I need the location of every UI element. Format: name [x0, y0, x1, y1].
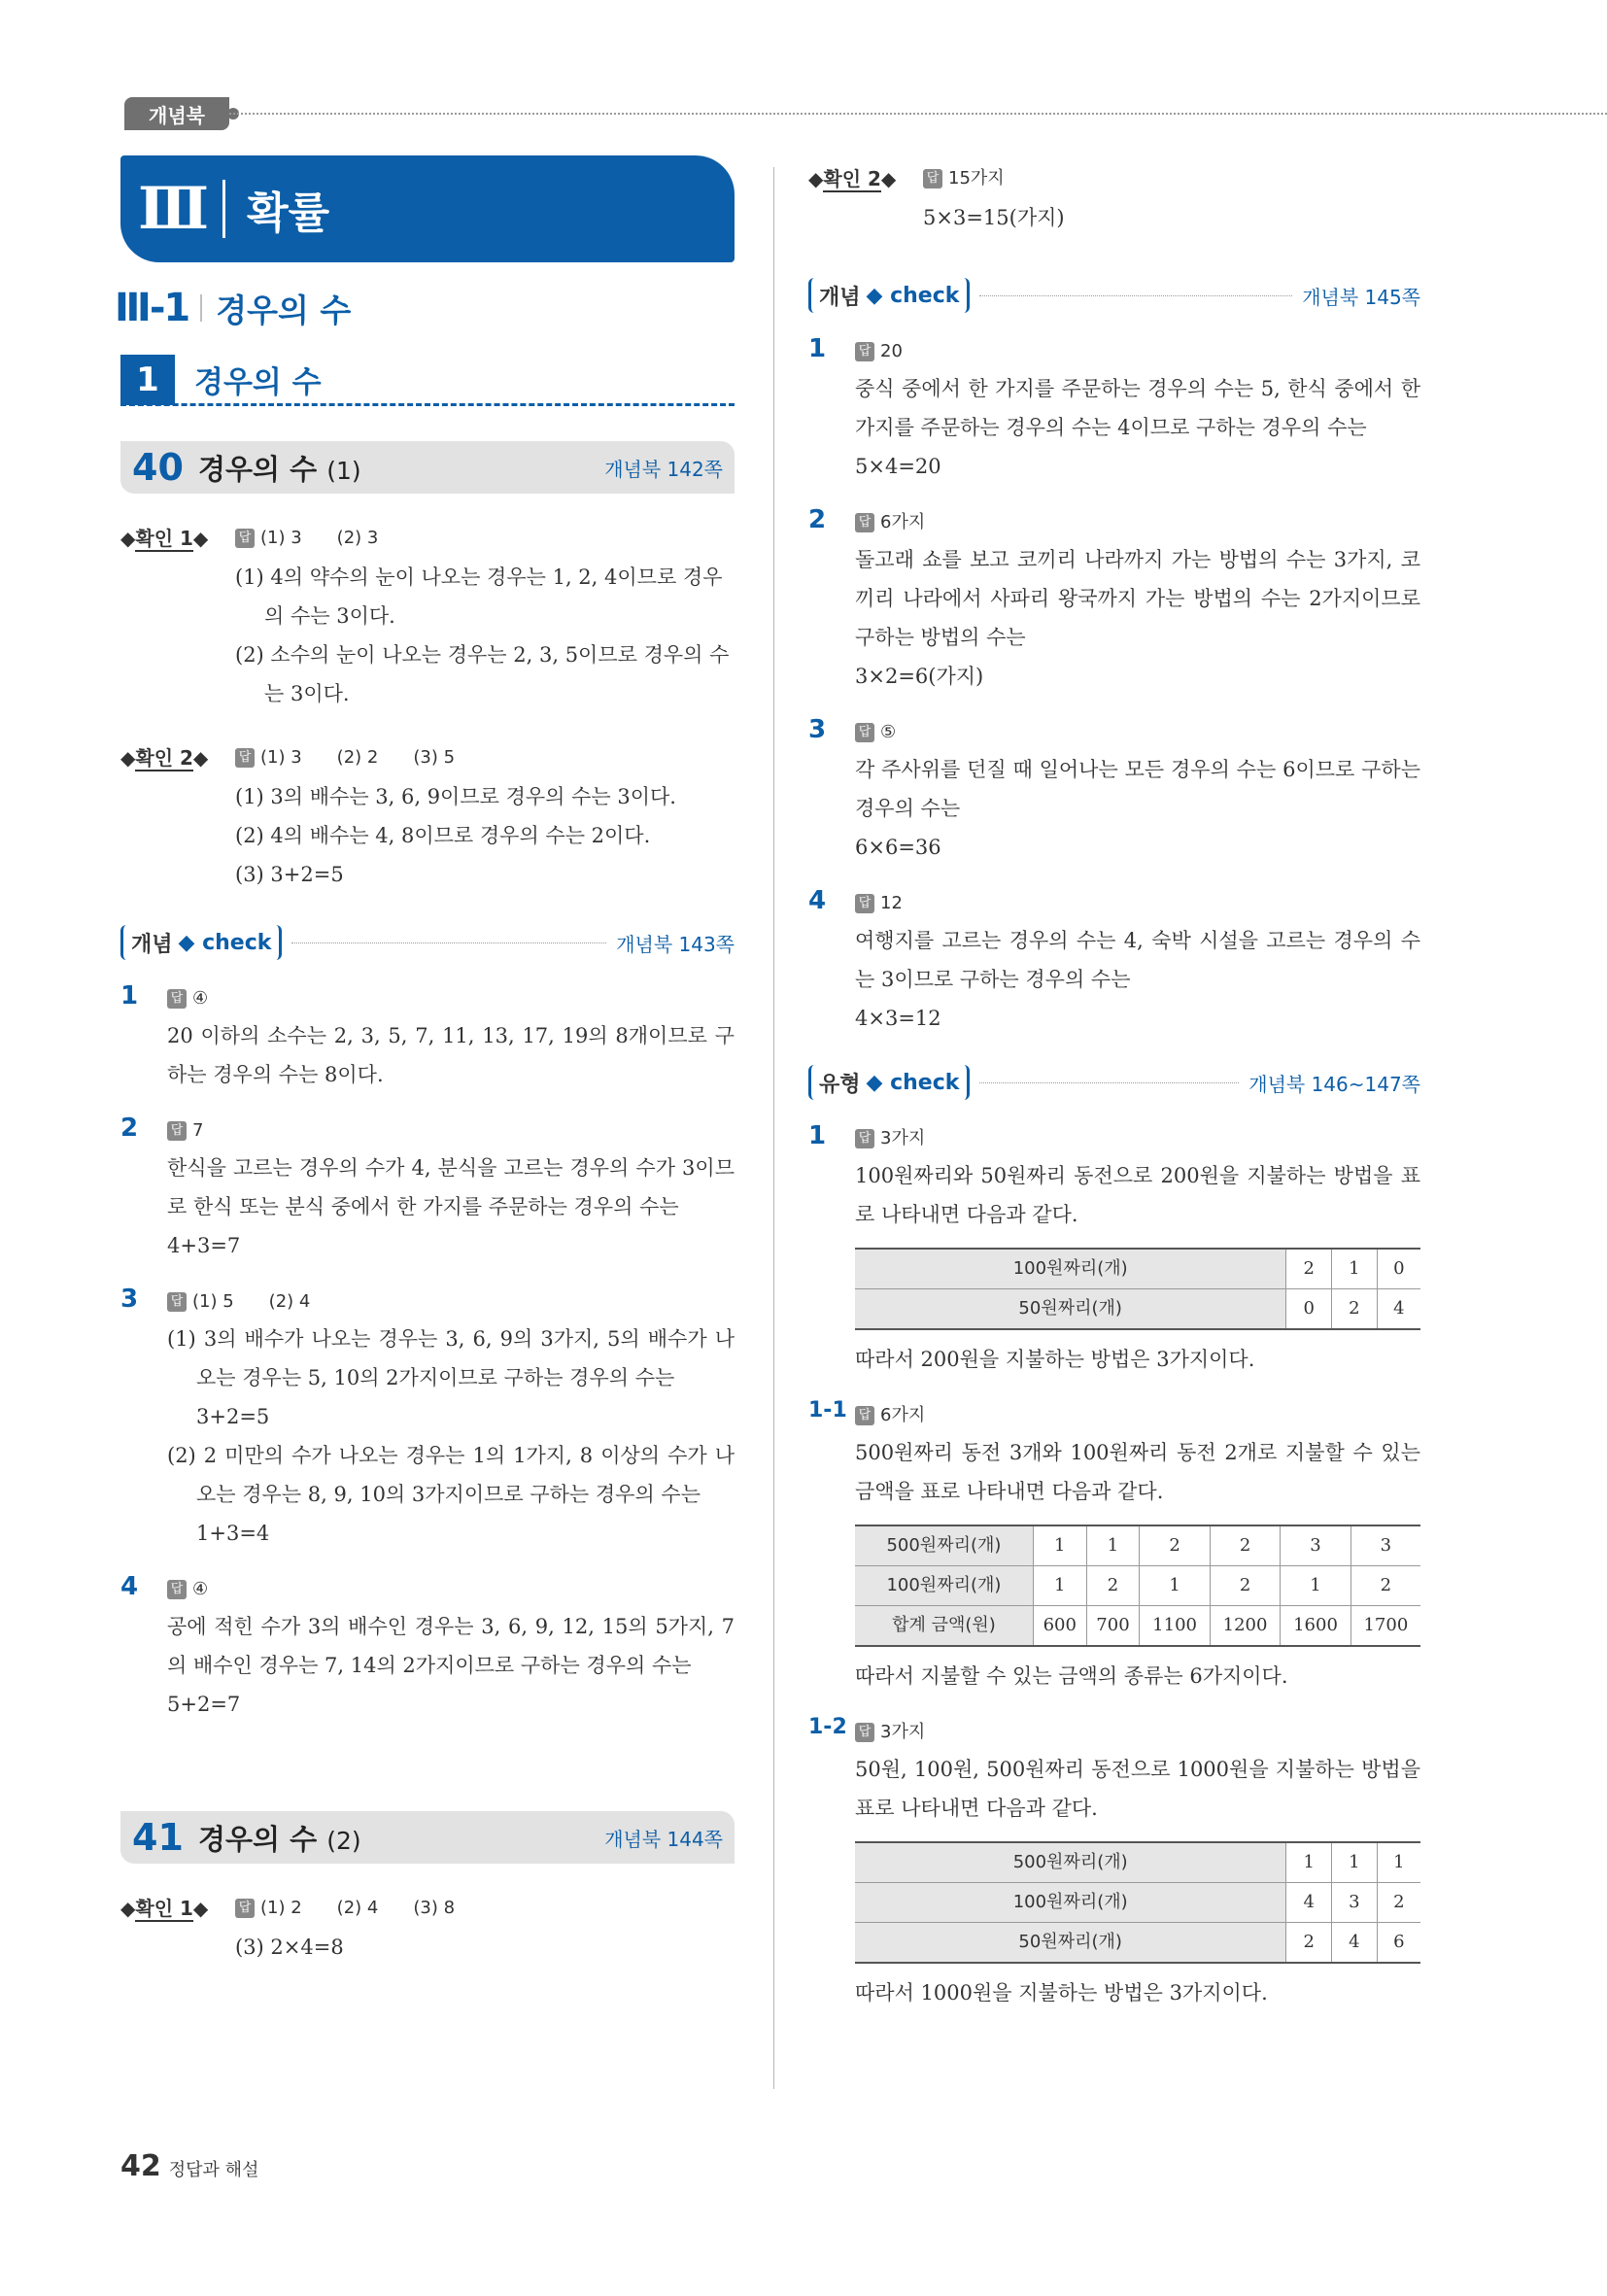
answer-value: ④ — [192, 988, 209, 1009]
coin-table — [855, 1248, 1420, 1330]
concept-check-tag: 개념 ◆ check — [808, 278, 970, 313]
explanation-line: 1+3=4 — [196, 1522, 270, 1545]
answer-value: 20 — [880, 341, 903, 361]
problem-body — [855, 334, 1420, 486]
table-cell: 2 — [1210, 1566, 1280, 1606]
column-divider — [773, 167, 774, 2089]
table-cell: 600 — [1033, 1606, 1086, 1647]
explanation-line: (2) 소수의 눈이 나오는 경우는 2, 3, 5이므로 경우의 수는 3이다. — [235, 643, 730, 705]
problem-body — [855, 886, 1420, 1038]
answer-line — [167, 1114, 735, 1148]
chapter-number: Ⅲ — [138, 175, 206, 243]
problem-body — [167, 1285, 735, 1553]
page-footer — [120, 2149, 258, 2183]
concept-check-header — [120, 923, 735, 962]
answer-line — [235, 1889, 735, 1928]
answer-value: 3가지 — [880, 1722, 926, 1742]
problem-number: 3 — [120, 1285, 139, 1314]
table-cell: 0 — [1377, 1249, 1420, 1289]
explanation-line: (3) 3+2=5 — [235, 863, 344, 886]
explanation-line: 20 이하의 소수는 2, 3, 5, 7, 11, 13, 17, 19의 8개이므로 구하는 경우의 수는 8이다. — [167, 1024, 735, 1086]
table-row-header: 500원짜리(개) — [855, 1842, 1286, 1883]
answer-line — [167, 1572, 735, 1607]
subsection-heading — [120, 356, 735, 406]
explanation-line: 50원, 100원, 500원짜리 동전으로 1000원을 지불하는 방법을 표로 나타내면 다음과 같다. — [855, 1758, 1420, 1820]
explanation-line: 6×6=36 — [855, 836, 941, 859]
explanation-line: (2) 2 미만의 수가 나오는 경우는 1의 1가지, 8 이상의 수가 나오는 경우는 8, 9, 10의 3가지이므로 구하는 경우의 수는 — [167, 1444, 735, 1506]
explanation-line: 따라서 1000원을 지불하는 방법은 3가지이다. — [855, 1981, 1268, 2005]
lesson-title-text: 경우의 수 — [198, 452, 318, 486]
table-cell: 4 — [1286, 1883, 1332, 1923]
explanation-line: 따라서 200원을 지불하는 방법은 3가지이다. — [855, 1348, 1255, 1371]
answer-line — [923, 159, 1420, 198]
answer-mark-icon: 답 — [235, 748, 255, 768]
explanation-line: 500원짜리 동전 3개와 100원짜리 동전 2개로 지불할 수 있는 금액을 표로 나타내면 다음과 같다. — [855, 1441, 1420, 1503]
table-cell: 4 — [1332, 1923, 1378, 1964]
check-tag-a: 개념 — [131, 932, 173, 957]
confirm-2 — [808, 159, 1420, 237]
answer-line — [167, 1285, 735, 1319]
table-row — [855, 1842, 1420, 1883]
confirm-body — [923, 159, 1420, 237]
answer-value: (3) 8 — [413, 1898, 456, 1918]
problem-item — [808, 505, 1420, 696]
check-tag-b: check — [890, 1070, 960, 1095]
answer-value: 15가지 — [948, 168, 1005, 188]
table-cell: 0 — [1286, 1289, 1332, 1330]
table-cell: 1 — [1033, 1566, 1086, 1606]
lesson-40-header — [120, 441, 735, 494]
problem-item — [120, 981, 735, 1094]
confirm-body — [235, 738, 735, 894]
answer-mark-icon: 답 — [235, 529, 255, 548]
table-cell: 2 — [1351, 1566, 1420, 1606]
problem-number: 1-1 — [808, 1398, 847, 1422]
explanation-line: 여행지를 고르는 경우의 수는 4, 숙박 시설을 고르는 경우의 수는 3이므로 구하는 경우의 수는 — [855, 929, 1420, 991]
answer-value: (3) 5 — [413, 747, 456, 768]
table-cell: 700 — [1086, 1606, 1140, 1647]
problem-item — [120, 1285, 735, 1553]
explanation-line: (1) 3의 배수는 3, 6, 9이므로 경우의 수는 3이다. — [235, 785, 676, 808]
answer-mark-icon: 답 — [167, 989, 187, 1009]
problem-body — [855, 1121, 1420, 1379]
problem-item — [808, 334, 1420, 486]
answer-mark-icon: 답 — [167, 1580, 187, 1599]
chapter-banner — [120, 155, 735, 262]
explanation-line: 3+2=5 — [196, 1405, 270, 1428]
explanation-line: 5×3=15(가지) — [923, 206, 1065, 229]
answer-mark-icon: 답 — [855, 723, 874, 742]
check-page-ref: 개념북 143쪽 — [616, 932, 735, 956]
page-number: 42 — [120, 2149, 161, 2183]
table-cell: 1 — [1140, 1566, 1210, 1606]
table-row — [855, 1883, 1420, 1923]
explanation-line: (3) 2×4=8 — [235, 1936, 344, 1959]
problem-body — [167, 1114, 735, 1265]
answer-mark-icon: 답 — [855, 513, 874, 532]
check-dotted-line — [979, 295, 1292, 296]
table-cell: 1200 — [1210, 1606, 1280, 1647]
table-cell: 2 — [1086, 1566, 1140, 1606]
table-row-header: 500원짜리(개) — [855, 1525, 1033, 1566]
table-cell: 2 — [1286, 1923, 1332, 1964]
problem-number: 1 — [808, 334, 827, 363]
coin-table — [855, 1841, 1420, 1964]
explanation-line: 중식 중에서 한 가지를 주문하는 경우의 수는 5, 한식 중에서 한 가지를 주문하는 경우의 수는 4이므로 구하는 경우의 수는 — [855, 377, 1420, 439]
amount-table — [855, 1525, 1420, 1647]
problem-body — [855, 505, 1420, 696]
table-row-header: 100원짜리(개) — [855, 1883, 1286, 1923]
answer-value: 12 — [880, 893, 903, 913]
table-row — [855, 1289, 1420, 1330]
answer-mark-icon: 답 — [923, 169, 942, 188]
check-tag-a: 개념 — [819, 285, 861, 310]
answer-line — [855, 505, 1420, 540]
check-page-ref: 개념북 146~147쪽 — [1248, 1072, 1420, 1096]
table-cell: 3 — [1281, 1525, 1351, 1566]
answer-line — [855, 715, 1420, 750]
table-cell: 2 — [1332, 1289, 1378, 1330]
explanation-line: 5×4=20 — [855, 455, 941, 478]
left-column — [115, 155, 735, 1967]
table-cell: 1 — [1033, 1525, 1086, 1566]
problem-body — [855, 1715, 1420, 2012]
problem-body — [167, 981, 735, 1094]
lesson-41-header — [120, 1811, 735, 1864]
problem-body — [855, 1398, 1420, 1696]
header-dotted-line — [229, 113, 1607, 115]
answer-mark-icon: 답 — [855, 1406, 874, 1425]
answer-value: (2) 3 — [336, 528, 379, 548]
explanation-line: 돌고래 쇼를 보고 코끼리 나라까지 가는 방법의 수는 3가지, 코끼리 나라에서 사파리 왕국까지 가는 방법의 수는 2가지이므로 구하는 방법의 수는 — [855, 548, 1420, 649]
check-page-ref: 개념북 145쪽 — [1302, 285, 1420, 309]
table-cell: 1 — [1332, 1842, 1378, 1883]
table-cell: 2 — [1210, 1525, 1280, 1566]
section-number: Ⅲ-1 — [115, 286, 189, 330]
explanation-line: (1) 3의 배수가 나오는 경우는 3, 6, 9의 3가지, 5의 배수가 나오는 경우는 5, 10의 2가지이므로 구하는 경우의 수는 — [167, 1327, 735, 1389]
table-row-header: 합계 금액(원) — [855, 1606, 1033, 1647]
table-row-header: 100원짜리(개) — [855, 1249, 1286, 1289]
answer-value: 3가지 — [880, 1128, 926, 1148]
confirm-1 — [120, 519, 735, 713]
answer-value: (2) 2 — [336, 747, 379, 768]
table-cell: 2 — [1377, 1883, 1420, 1923]
problem-number: 2 — [808, 505, 827, 534]
confirm-body — [235, 1889, 735, 1967]
concept-check-tag: 개념 ◆ check — [120, 925, 282, 960]
confirm-tag-text: 확인 1 — [135, 1897, 193, 1920]
check-tag-a: 유형 — [819, 1072, 861, 1097]
problem-item — [808, 715, 1420, 867]
lesson-number: 40 — [132, 446, 184, 489]
answer-line — [855, 886, 1420, 921]
lesson-title-text: 경우의 수 — [198, 1822, 318, 1856]
confirm-1 — [120, 1889, 735, 1967]
chapter-title: 확률 — [247, 188, 330, 238]
answer-line — [235, 519, 735, 558]
table-cell: 3 — [1351, 1525, 1420, 1566]
confirm-tag: ◆확인 1◆ — [120, 527, 209, 550]
problem-number: 4 — [120, 1572, 139, 1601]
lesson-page-ref: 개념북 142쪽 — [604, 457, 723, 481]
problem-item — [808, 1715, 1420, 2012]
table-cell: 2 — [1286, 1249, 1332, 1289]
problem-body — [167, 1572, 735, 1724]
answer-value: 6가지 — [880, 512, 926, 532]
explanation-line: 각 주사위를 던질 때 일어나는 모든 경우의 수는 6이므로 구하는 경우의 수는 — [855, 758, 1420, 820]
problem-number: 1-2 — [808, 1715, 847, 1739]
answer-line — [235, 738, 735, 777]
table-cell: 1700 — [1351, 1606, 1420, 1647]
answer-mark-icon: 답 — [855, 894, 874, 913]
type-check-header — [808, 1063, 1420, 1102]
explanation-line: 4+3=7 — [167, 1234, 241, 1257]
answer-value: (2) 4 — [268, 1291, 311, 1312]
table-row-header: 50원짜리(개) — [855, 1289, 1286, 1330]
answer-value: ⑤ — [880, 722, 897, 742]
chapter-separator — [222, 180, 225, 238]
subsection-number: 1 — [120, 355, 175, 405]
confirm-tag: ◆확인 1◆ — [120, 1897, 209, 1920]
explanation-line: 5+2=7 — [167, 1693, 241, 1716]
explanation-line: (1) 4의 약수의 눈이 나오는 경우는 1, 2, 4이므로 경우의 수는 3이다. — [235, 565, 723, 628]
check-tag-b: check — [202, 930, 272, 955]
answer-mark-icon: 답 — [167, 1121, 187, 1141]
table-cell: 4 — [1377, 1289, 1420, 1330]
answer-value: 7 — [192, 1120, 204, 1141]
answer-line — [855, 334, 1420, 369]
table-cell: 6 — [1377, 1923, 1420, 1964]
confirm-body — [235, 519, 735, 713]
explanation-line: (2) 4의 배수는 4, 8이므로 경우의 수는 2이다. — [235, 824, 651, 847]
answer-value: (2) 4 — [336, 1898, 379, 1918]
answer-line — [855, 1121, 1420, 1156]
lesson-number: 41 — [132, 1816, 184, 1859]
explanation-line: 한식을 고르는 경우의 수가 4, 분식을 고르는 경우의 수가 3이므로 한식 또는 분식 중에서 한 가지를 주문하는 경우의 수는 — [167, 1156, 735, 1218]
book-tag-label: 개념북 — [149, 103, 205, 127]
table-cell: 3 — [1332, 1883, 1378, 1923]
answer-value: (1) 3 — [260, 528, 302, 548]
problem-number: 3 — [808, 715, 827, 744]
check-tag-b: check — [890, 283, 960, 308]
answer-mark-icon: 답 — [855, 1129, 874, 1148]
answer-mark-icon: 답 — [167, 1292, 187, 1312]
explanation-line: 3×2=6(가지) — [855, 665, 984, 688]
table-cell: 1100 — [1140, 1606, 1210, 1647]
table-cell: 1 — [1286, 1842, 1332, 1883]
confirm-2 — [120, 738, 735, 894]
problem-number: 1 — [120, 981, 139, 1011]
table-cell: 1 — [1281, 1566, 1351, 1606]
lesson-title-sub: (1) — [326, 456, 361, 485]
section-heading — [115, 284, 735, 332]
problem-item — [120, 1572, 735, 1724]
answer-line — [167, 981, 735, 1016]
table-row-header: 100원짜리(개) — [855, 1566, 1033, 1606]
section-separator — [200, 294, 202, 322]
answer-mark-icon: 답 — [855, 1723, 874, 1742]
confirm-tag: ◆확인 2◆ — [808, 167, 897, 190]
answer-value: (1) 3 — [260, 747, 302, 768]
explanation-line: 따라서 지불할 수 있는 금액의 종류는 6가지이다. — [855, 1664, 1288, 1688]
table-row — [855, 1249, 1420, 1289]
explanation-line: 4×3=12 — [855, 1007, 941, 1030]
table-cell: 2 — [1140, 1525, 1210, 1566]
answer-line — [855, 1398, 1420, 1433]
lesson-title-sub: (2) — [326, 1826, 361, 1855]
concept-check-header — [808, 276, 1420, 315]
book-tag — [124, 97, 229, 130]
section-title: 경우의 수 — [216, 291, 352, 329]
problem-number: 1 — [808, 1121, 827, 1150]
explanation-line: 공에 적힌 수가 3의 배수인 경우는 3, 6, 9, 12, 15의 5가지, 7의 배수인 경우는 7, 14의 2가지이므로 구하는 경우의 수는 — [167, 1615, 735, 1677]
check-dotted-line — [291, 942, 606, 943]
confirm-tag-text: 확인 1 — [135, 527, 193, 550]
answer-value: (1) 2 — [260, 1898, 302, 1918]
table-row — [855, 1606, 1420, 1647]
problem-number: 4 — [808, 886, 827, 915]
answer-mark-icon: 답 — [235, 1899, 255, 1918]
check-dotted-line — [979, 1082, 1239, 1083]
answer-line — [855, 1715, 1420, 1750]
answer-value: ④ — [192, 1579, 209, 1599]
table-cell: 1600 — [1281, 1606, 1351, 1647]
lesson-title — [198, 1818, 361, 1858]
problem-body — [855, 715, 1420, 867]
problem-number: 2 — [120, 1114, 139, 1143]
table-cell: 1 — [1377, 1842, 1420, 1883]
type-check-tag: 유형 ◆ check — [808, 1065, 970, 1100]
confirm-tag-text: 확인 2 — [823, 167, 881, 190]
problem-item — [808, 1398, 1420, 1696]
footer-title: 정답과 해설 — [168, 2160, 259, 2180]
answer-value: 6가지 — [880, 1405, 926, 1425]
answer-value: (1) 5 — [192, 1291, 234, 1312]
problem-item — [808, 1121, 1420, 1379]
subsection-title: 경우의 수 — [194, 365, 322, 400]
table-row — [855, 1923, 1420, 1964]
confirm-tag-text: 확인 2 — [135, 746, 193, 770]
table-cell: 1 — [1086, 1525, 1140, 1566]
right-column — [808, 155, 1420, 2012]
table-row — [855, 1566, 1420, 1606]
table-row — [855, 1525, 1420, 1566]
confirm-tag: ◆확인 2◆ — [120, 746, 209, 770]
table-row-header: 50원짜리(개) — [855, 1923, 1286, 1964]
lesson-page-ref: 개념북 144쪽 — [604, 1827, 723, 1851]
answer-mark-icon: 답 — [855, 342, 874, 361]
lesson-title — [198, 448, 361, 488]
table-cell: 1 — [1332, 1249, 1378, 1289]
problem-item — [808, 886, 1420, 1038]
problem-item — [120, 1114, 735, 1265]
explanation-line: 100원짜리와 50원짜리 동전으로 200원을 지불하는 방법을 표로 나타내면 다음과 같다. — [855, 1164, 1420, 1226]
